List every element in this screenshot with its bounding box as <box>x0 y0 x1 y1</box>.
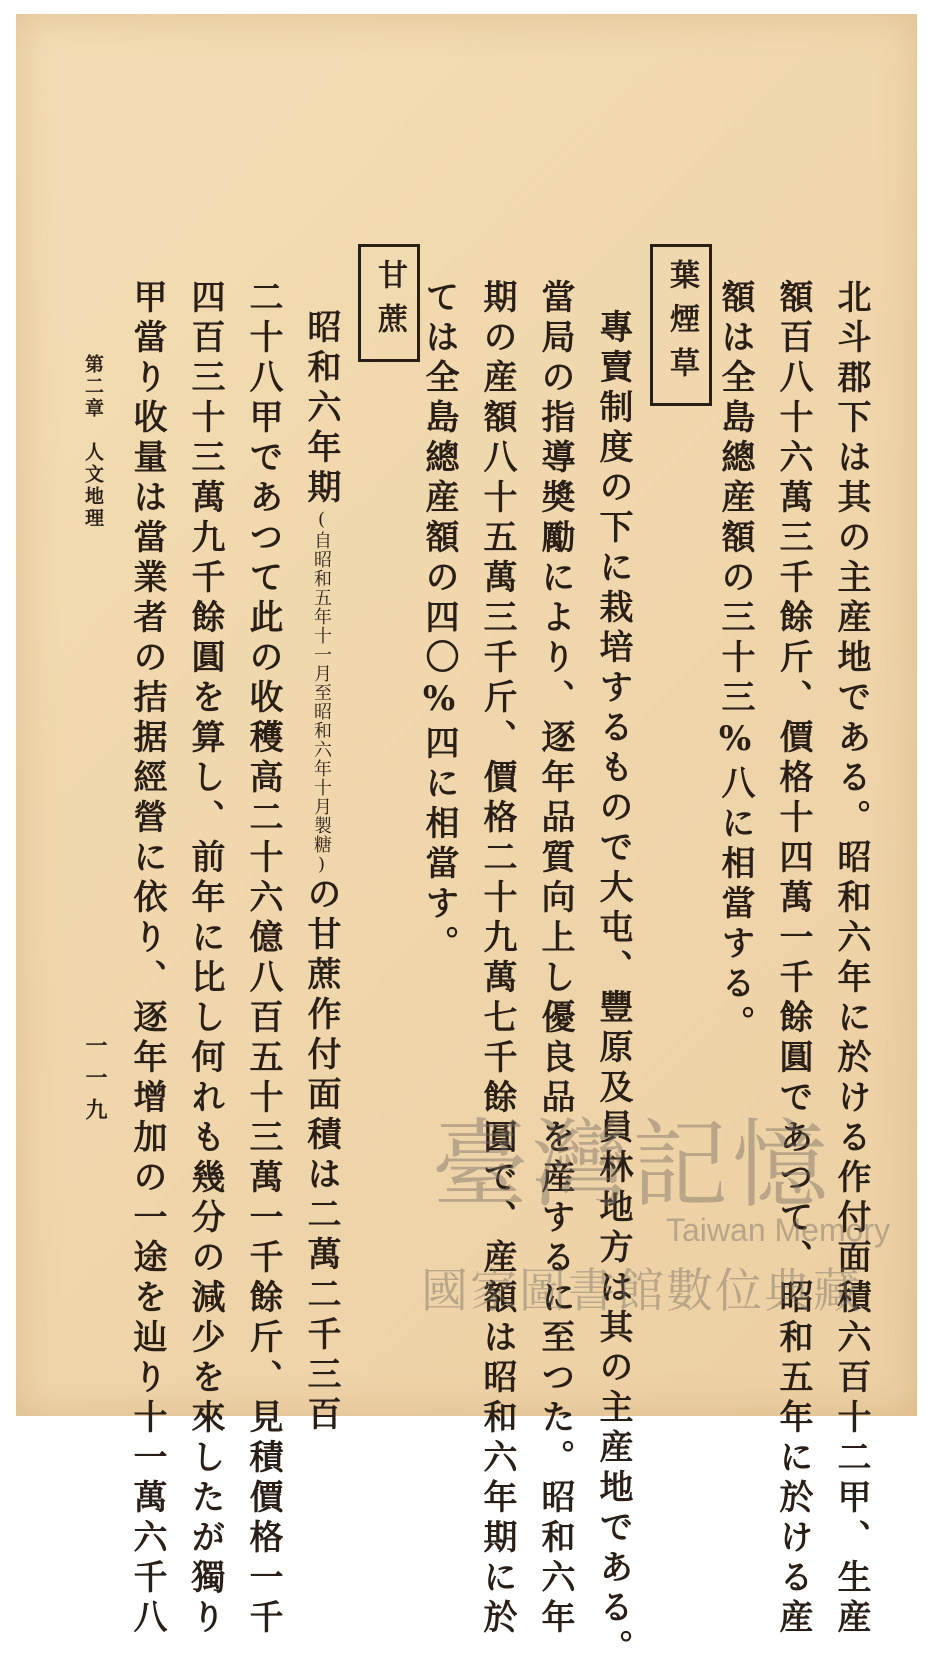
section-heading-sugarcane: 甘蔗 <box>358 244 420 362</box>
section-heading-tobacco: 葉煙草 <box>650 244 712 406</box>
chapter-title: 第二章 人文地理 <box>82 354 104 530</box>
sugar-season-note: (自昭和五年十一月至昭和六年十月製糖) <box>311 509 332 876</box>
watermark-latin: Taiwan Memory <box>666 1212 891 1248</box>
text-column: 當局の指導奬勵により、逐年品質向上し優良品を産するに至つた。昭和六年 <box>535 279 575 1639</box>
text-column: 額百八十六萬三千餘斤、價格十四萬一千餘圓であつて、昭和五年に於ける産 <box>773 279 813 1639</box>
text-column: 專賣制度の下に栽培するもので大屯、豐原及員林地方は其の主産地である。 <box>593 309 633 1669</box>
page-number: 一一九 <box>82 1034 108 1130</box>
document-page <box>16 14 917 1669</box>
watermark-logo: 臺灣記憶 <box>432 1109 832 1221</box>
text-column <box>301 309 341 1436</box>
text-column: 額は全島總産額の三十三%八に相當する。 <box>715 279 755 1045</box>
text-column: 甲當り收量は當業者の拮据經營に依り、逐年增加の一途を辿り十一萬六千八 <box>127 279 167 1639</box>
text-column: ては全島總産額の四〇%四に相當す。 <box>419 279 459 965</box>
sugar-text-start: 昭和六年期 <box>301 309 341 509</box>
text-column: 北斗郡下は其の主産地である。昭和六年に於ける作付面積六百十二甲、生産 <box>831 279 871 1639</box>
text-column: 二十八甲であつて此の收穫高二十六億八百五十三萬一千餘斤、見積價格一千 <box>243 279 283 1639</box>
watermark-org: 國家圖書館數位典藏 <box>421 1264 862 1317</box>
text-column: 期の産額八十五萬三千斤、價格二十九萬七千餘圓で、産額は昭和六年期に於 <box>477 279 517 1639</box>
sugar-text-end: の甘蔗作付面積は二萬二千三百 <box>301 876 341 1436</box>
text-column: 四百三十三萬九千餘圓を算し、前年に比し何れも幾分の減少を來したが獨り <box>185 279 225 1639</box>
